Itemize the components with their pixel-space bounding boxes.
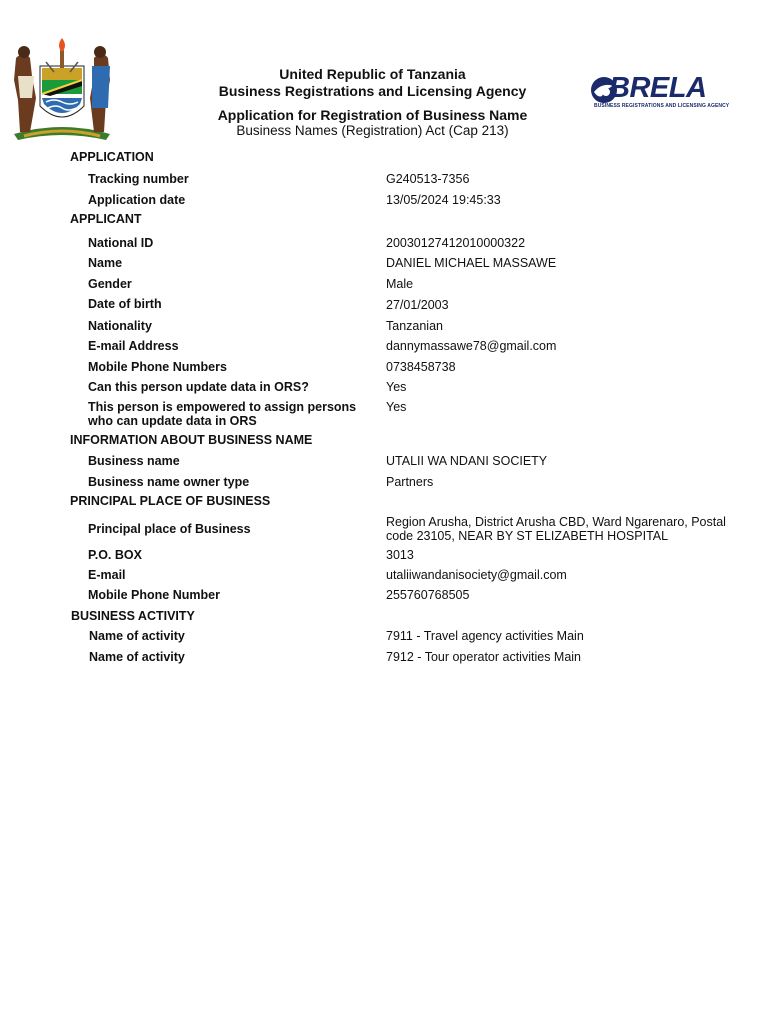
activity-label: Name of activity <box>89 629 185 643</box>
national-id-label: National ID <box>88 236 154 250</box>
activity-value: 7912 - Tour operator activities Main <box>386 650 582 664</box>
header-agency: Business Registrations and Licensing Agency <box>218 83 527 99</box>
principal-place-label: Principal place of Business <box>88 522 251 536</box>
section-business-info: INFORMATION ABOUT BUSINESS NAME <box>70 433 313 447</box>
gender-label: Gender <box>88 277 132 291</box>
section-application: APPLICATION <box>70 150 154 164</box>
owner-type-label: Business name owner type <box>88 475 250 489</box>
empowered-assign-value: Yes <box>386 400 407 414</box>
activity-value: 7911 - Travel agency activities Main <box>386 629 584 643</box>
business-email-value: utaliiwandanisociety@gmail.com <box>386 568 567 582</box>
tanzania-coat-of-arms-icon <box>6 36 118 144</box>
email-address-value: dannymassawe78@gmail.com <box>386 339 557 353</box>
name-label: Name <box>88 256 123 270</box>
tracking-number-value: G240513-7356 <box>386 172 470 186</box>
nationality-label: Nationality <box>88 319 152 333</box>
mobile-phone-numbers-label: Mobile Phone Numbers <box>88 360 227 374</box>
mobile-phone-number-label: Mobile Phone Number <box>88 588 220 602</box>
document-title: Application for Registration of Business Name <box>217 107 528 123</box>
name-value: DANIEL MICHAEL MASSAWE <box>386 256 557 270</box>
application-date-value: 13/05/2024 19:45:33 <box>386 193 501 207</box>
principal-place-value-line1: Region Arusha, District Arusha CBD, Ward Ngarenaro, Postal <box>386 515 726 529</box>
activity-label: Name of activity <box>89 650 185 664</box>
date-of-birth-value: 27/01/2003 <box>386 298 449 312</box>
po-box-label: P.O. BOX <box>88 548 142 562</box>
owner-type-value: Partners <box>386 475 434 489</box>
document-subtitle: Business Names (Registration) Act (Cap 213) <box>236 123 509 138</box>
tracking-number-label: Tracking number <box>88 172 189 186</box>
section-applicant: APPLICANT <box>70 212 142 226</box>
empowered-assign-label-line1: This person is empowered to assign persons <box>88 400 357 414</box>
empowered-assign-label-line2: who can update data in ORS <box>88 414 257 428</box>
po-box-value: 3013 <box>386 548 414 562</box>
national-id-value: 20030127412010000322 <box>386 236 526 250</box>
section-business-activity: BUSINESS ACTIVITY <box>71 609 195 623</box>
application-date-label: Application date <box>88 193 186 207</box>
gender-value: Male <box>386 277 414 291</box>
principal-place-value-line2: code 23105, NEAR BY ST ELIZABETH HOSPITAL <box>386 529 669 543</box>
can-update-ors-label: Can this person update data in ORS? <box>88 380 309 394</box>
business-name-label: Business name <box>88 454 180 468</box>
header-country: United Republic of Tanzania <box>279 66 466 82</box>
mobile-phone-numbers-value: 0738458738 <box>386 360 456 374</box>
brela-wordmark: BRELA <box>609 72 707 104</box>
section-principal-place: PRINCIPAL PLACE OF BUSINESS <box>70 494 271 508</box>
email-address-label: E-mail Address <box>88 339 179 353</box>
business-email-label: E-mail <box>88 568 126 582</box>
date-of-birth-label: Date of birth <box>88 297 162 311</box>
nationality-value: Tanzanian <box>386 319 443 333</box>
mobile-phone-number-value: 255760768505 <box>386 588 470 602</box>
business-name-value: UTALII WA NDANI SOCIETY <box>386 454 548 468</box>
brela-tagline: BUSINESS REGISTRATIONS AND LICENSING AGENCY <box>594 103 730 109</box>
can-update-ors-value: Yes <box>386 380 407 394</box>
